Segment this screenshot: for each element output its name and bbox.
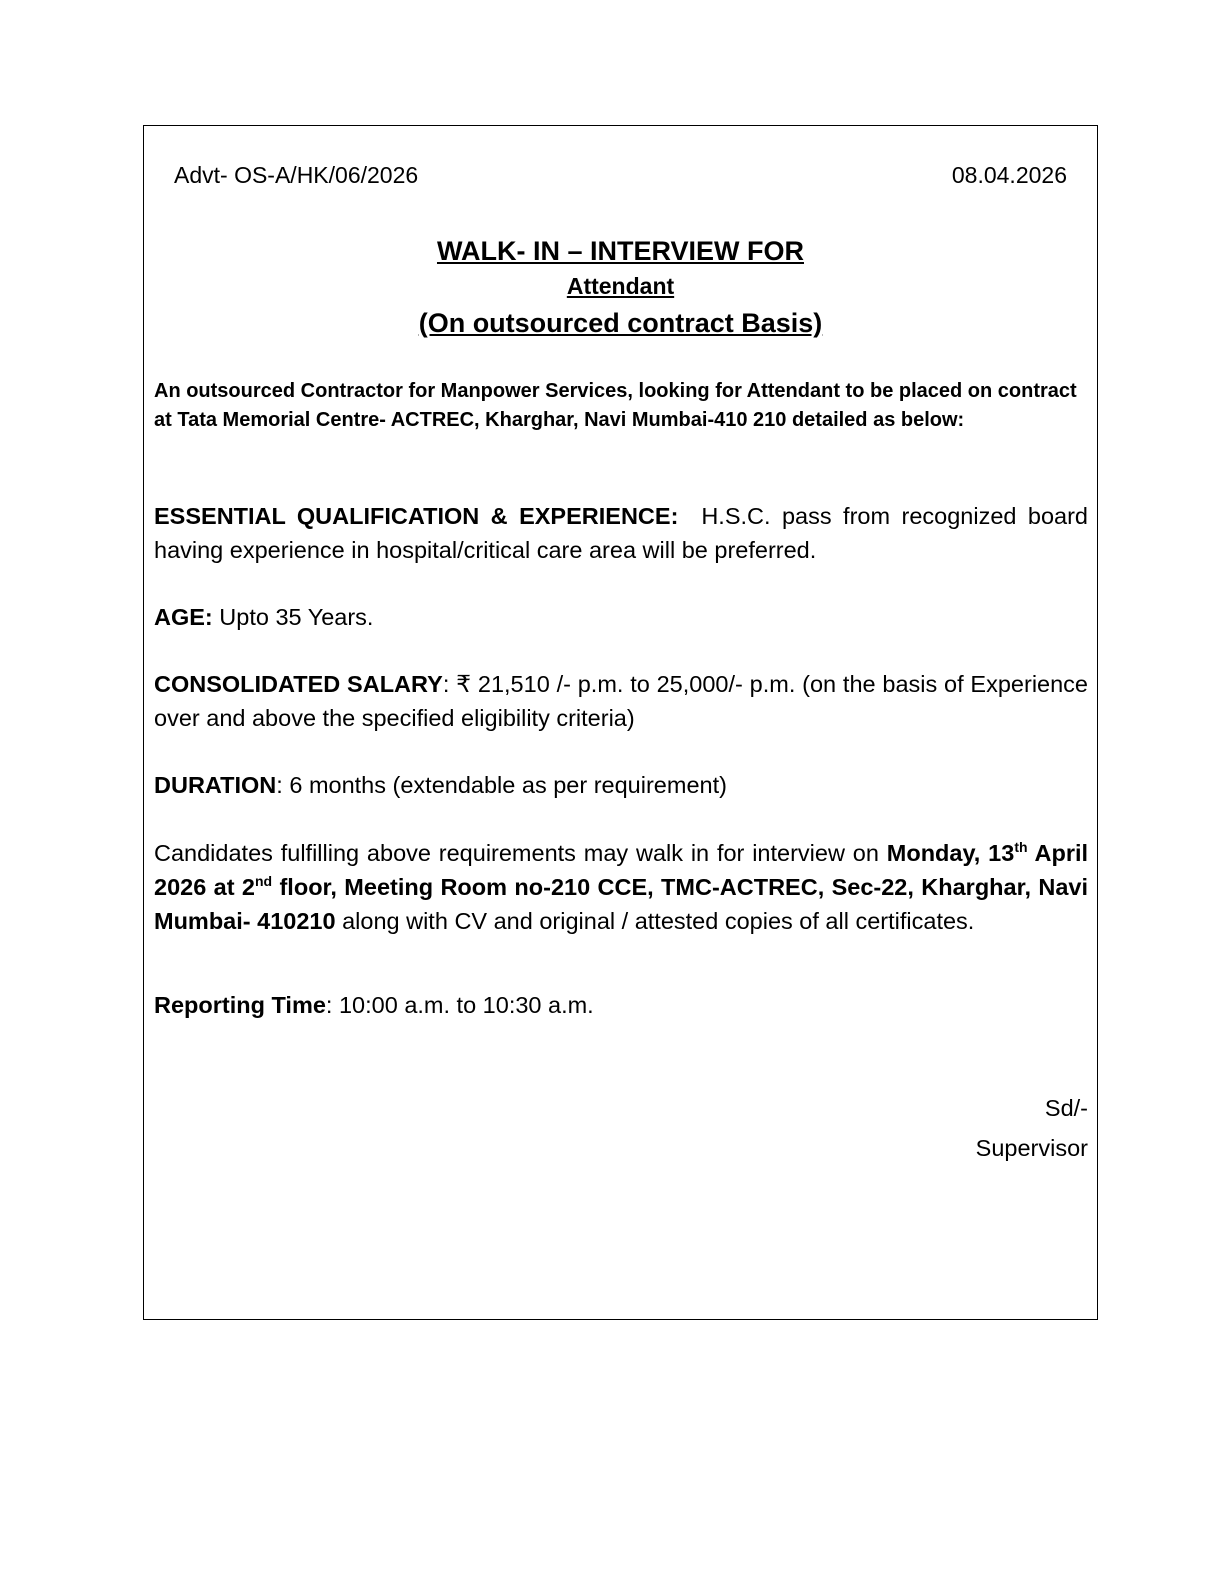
duration-section bbox=[154, 768, 1088, 802]
signature-block bbox=[976, 1088, 1088, 1168]
age-section bbox=[154, 600, 1088, 634]
walkin-prefix: Candidates fulfilling above requirements may walk in for interview on bbox=[154, 840, 879, 866]
walkin-suffix: along with CV and original / attested copies of all certificates. bbox=[335, 908, 975, 934]
contract-basis: (On outsourced contract Basis) bbox=[418, 308, 823, 338]
reporting-label: Reporting Time bbox=[154, 992, 326, 1018]
walkin-day: Monday, 13 bbox=[886, 840, 1015, 866]
signature-mark: Sd/- bbox=[1044, 1095, 1088, 1121]
advertisement-number: Advt- OS-A/HK/06/2026 bbox=[174, 162, 419, 188]
intro-paragraph: An outsourced Contractor for Manpower Services, looking for Attendant to be placed on contract at Tata Memorial Centre- ACTREC, Kharghar, Navi Mumbai-410 210 detailed as below: bbox=[154, 380, 1077, 431]
walkin-mid: April 2026 at 2 bbox=[154, 840, 1089, 900]
reporting-text: : 10:00 a.m. to 10:30 a.m. bbox=[325, 992, 594, 1018]
walkin-floor-sup: nd bbox=[255, 873, 273, 890]
notice-title: WALK- IN – INTERVIEW FOR bbox=[436, 236, 804, 266]
age-label: AGE: bbox=[154, 604, 213, 630]
walkin-paragraph bbox=[154, 836, 1088, 938]
salary-label: CONSOLIDATED SALARY bbox=[154, 671, 443, 697]
qualification-section bbox=[154, 499, 1088, 567]
age-text: Upto 35 Years. bbox=[219, 604, 374, 630]
qualification-text: H.S.C. pass from recognized board having experience in hospital/critical care area will be preferred. bbox=[154, 503, 1089, 563]
signature-designation: Supervisor bbox=[975, 1135, 1088, 1161]
position-title: Attendant bbox=[566, 273, 675, 299]
reporting-section bbox=[154, 988, 1088, 1022]
duration-label: DURATION bbox=[154, 772, 277, 798]
salary-text: : ₹ 21,510 /- p.m. to 25,000/- p.m. (on the basis of Experience over and above the specified eligibility criteria) bbox=[154, 671, 1089, 731]
duration-text: : 6 months (extendable as per requirement) bbox=[276, 772, 727, 798]
salary-section bbox=[154, 667, 1088, 735]
walkin-day-sup: th bbox=[1014, 839, 1028, 856]
walkin-venue: floor, Meeting Room no-210 CCE, TMC-ACTREC, Sec-22, Kharghar, Navi Mumbai- 410210 bbox=[154, 874, 1088, 934]
notice-date: 08.04.2026 bbox=[951, 162, 1067, 188]
qualification-label: ESSENTIAL QUALIFICATION & EXPERIENCE: bbox=[154, 503, 679, 529]
